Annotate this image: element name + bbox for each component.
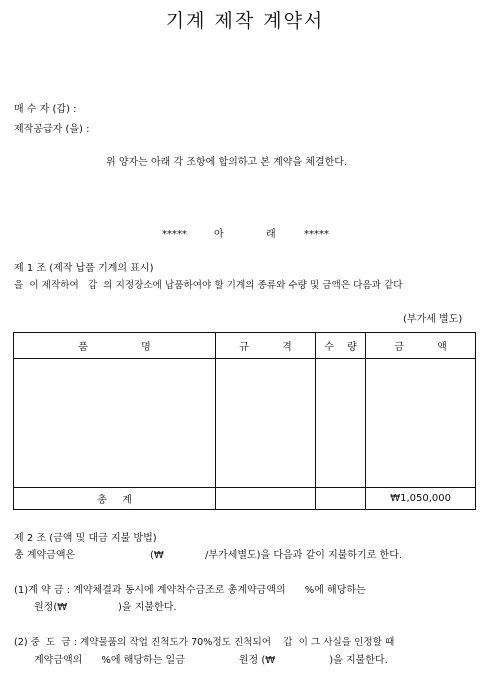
cell-item-name	[14, 359, 216, 488]
below-a: 아	[214, 229, 224, 240]
intro-text: 위 양자는 아래 각 조항에 합의하고 본 계약을 체결한다.	[106, 157, 348, 168]
col-header-amount: 금 액	[366, 333, 476, 359]
total-label: 총 계	[14, 488, 216, 510]
maker-label: 제작공급자 (을) :	[14, 124, 90, 135]
article2-line1-c: /부가세별도)을 다음과 같이 지불하기로 한다.	[205, 550, 403, 561]
total-quantity	[316, 488, 366, 510]
table-row	[14, 359, 476, 488]
table-header-row	[14, 333, 476, 359]
cell-spec	[216, 359, 316, 488]
article1-text: 을 이 제작하여 갑 의 지정장소에 납품하여야 할 기계의 종류와 수량 및 금액은 다음과 같다	[14, 280, 403, 291]
col-header-spec: 규 격	[216, 333, 316, 359]
below-rae: 래	[266, 229, 276, 240]
below-marker-left: *****	[162, 229, 187, 240]
article2-item1-line2: 원정(₩ )을 지불한다.	[34, 602, 177, 613]
below-marker-right: *****	[304, 229, 329, 240]
col-header-item-name: 품 명	[14, 333, 216, 359]
article2-line1-b: (₩	[150, 550, 164, 561]
article2-heading: 제 2 조 (금액 및 대금 지불 방법)	[14, 533, 157, 544]
buyer-label: 매 수 자 (갑) :	[14, 104, 77, 115]
cell-quantity	[316, 359, 366, 488]
vat-note: (부가세 별도)	[403, 314, 463, 325]
article1-heading: 제 1 조 (제작 납품 기계의 표시)	[14, 263, 154, 274]
total-row	[14, 488, 476, 510]
cell-amount	[366, 359, 476, 488]
items-table	[13, 332, 476, 510]
col-header-quantity: 수 량	[316, 333, 366, 359]
total-amount: ₩1,050,000	[366, 488, 476, 510]
article2-line1-a: 총 계약금액은	[14, 550, 76, 561]
total-spec	[216, 488, 316, 510]
article2-item2-line2: 계약금액의 %에 해당하는 일금 원정 (₩ )을 지불한다.	[34, 655, 388, 666]
article2-item2-line1: (2) 중 도 금 : 계약물품의 작업 진척도가 70%정도 진척되어 갑 이 그 사실을 인정할 때	[14, 637, 395, 648]
document-title: 기계 제작 계약서	[165, 10, 325, 32]
article2-item1-line1: (1)계 약 금 : 계약체결과 동시에 계약착수금조로 총계약금액의 %에 해당하는	[14, 585, 366, 596]
